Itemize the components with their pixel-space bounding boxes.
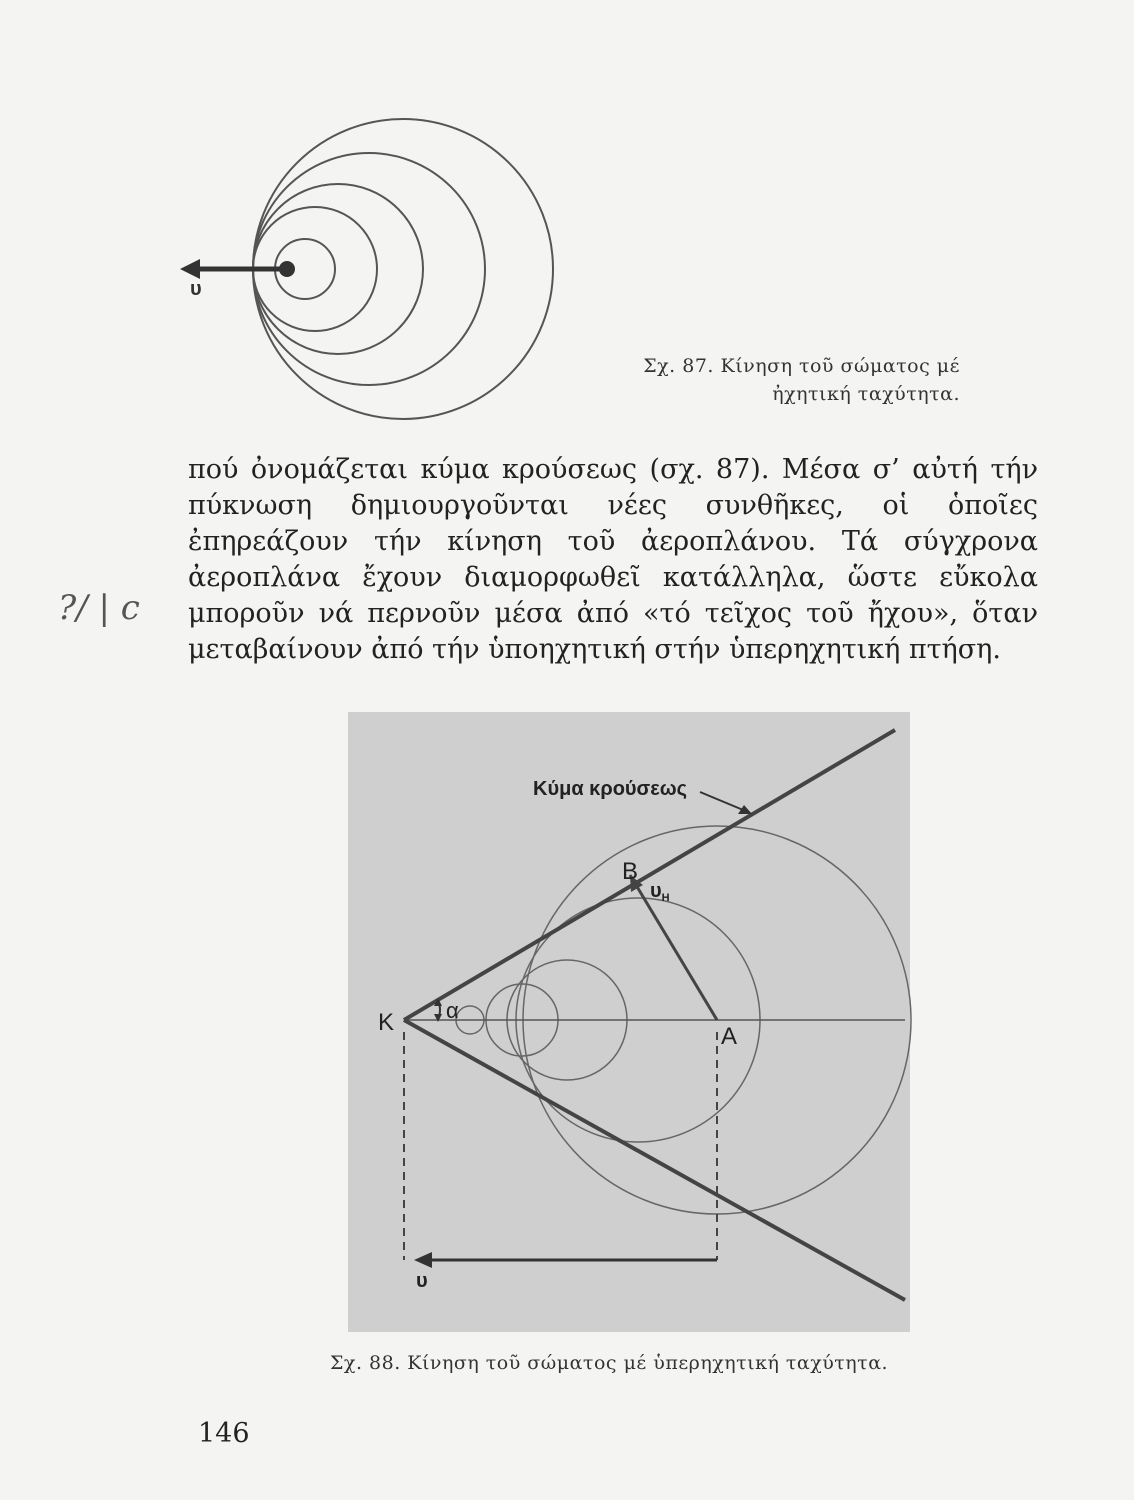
angle-label: α (446, 998, 459, 1023)
velocity-h-symbol: υ (650, 880, 662, 902)
shock-wave-label: Κύμα κρούσεως (533, 778, 688, 800)
body-text (188, 452, 1038, 668)
figure-87-caption (640, 352, 960, 408)
body-point (279, 261, 295, 277)
handwritten-margin-note: ?/ | c (58, 588, 140, 628)
figure-87-caption-line1: Σχ. 87. Κίνηση τοῦ σώματος μέ (643, 355, 960, 377)
wavefront-circle (253, 119, 553, 419)
figure-87-diagram (170, 110, 600, 430)
figure-88-caption: Σχ. 88. Κίνηση τοῦ σώματος μέ ὑπερηχητική ταχύτητα. (330, 1352, 889, 1374)
shaded-background (348, 712, 910, 1332)
point-a-label: A (721, 1023, 738, 1050)
velocity-label: υ (416, 1270, 428, 1292)
body-paragraph: πού ὀνομάζεται κύμα κρούσεως (σχ. 87). Μέσα σ’ αὐτή τήν πύκνωση δημιουργοῦνται νέες συνθῆκες, οἱ ὁποῖες ἐπηρεάζουν τήν κίνηση τοῦ ἀεροπλάνου. Τά σύγχρονα ἀεροπλάνα ἔχουν διαμορφωθεῖ κατάλληλα, ὥστε εὔκολα μποροῦν νά περνοῦν μέσα ἀπό «τό τεῖχος τοῦ ἤχου», ὅταν μεταβαίνουν ἀπό τήν ὑποηχητική στήν ὑπερηχητική πτήση. (188, 454, 1038, 665)
figure-87-caption-line2: ἠχητική ταχύτητα. (772, 383, 960, 405)
velocity-arrowhead (180, 259, 200, 279)
page-number: 146 (198, 1418, 250, 1449)
velocity-label: υ (190, 278, 202, 300)
point-k-label: K (378, 1009, 395, 1036)
figure-88-diagram (340, 712, 920, 1342)
velocity-h-subscript: H (661, 892, 670, 904)
point-b-label: B (622, 858, 639, 885)
